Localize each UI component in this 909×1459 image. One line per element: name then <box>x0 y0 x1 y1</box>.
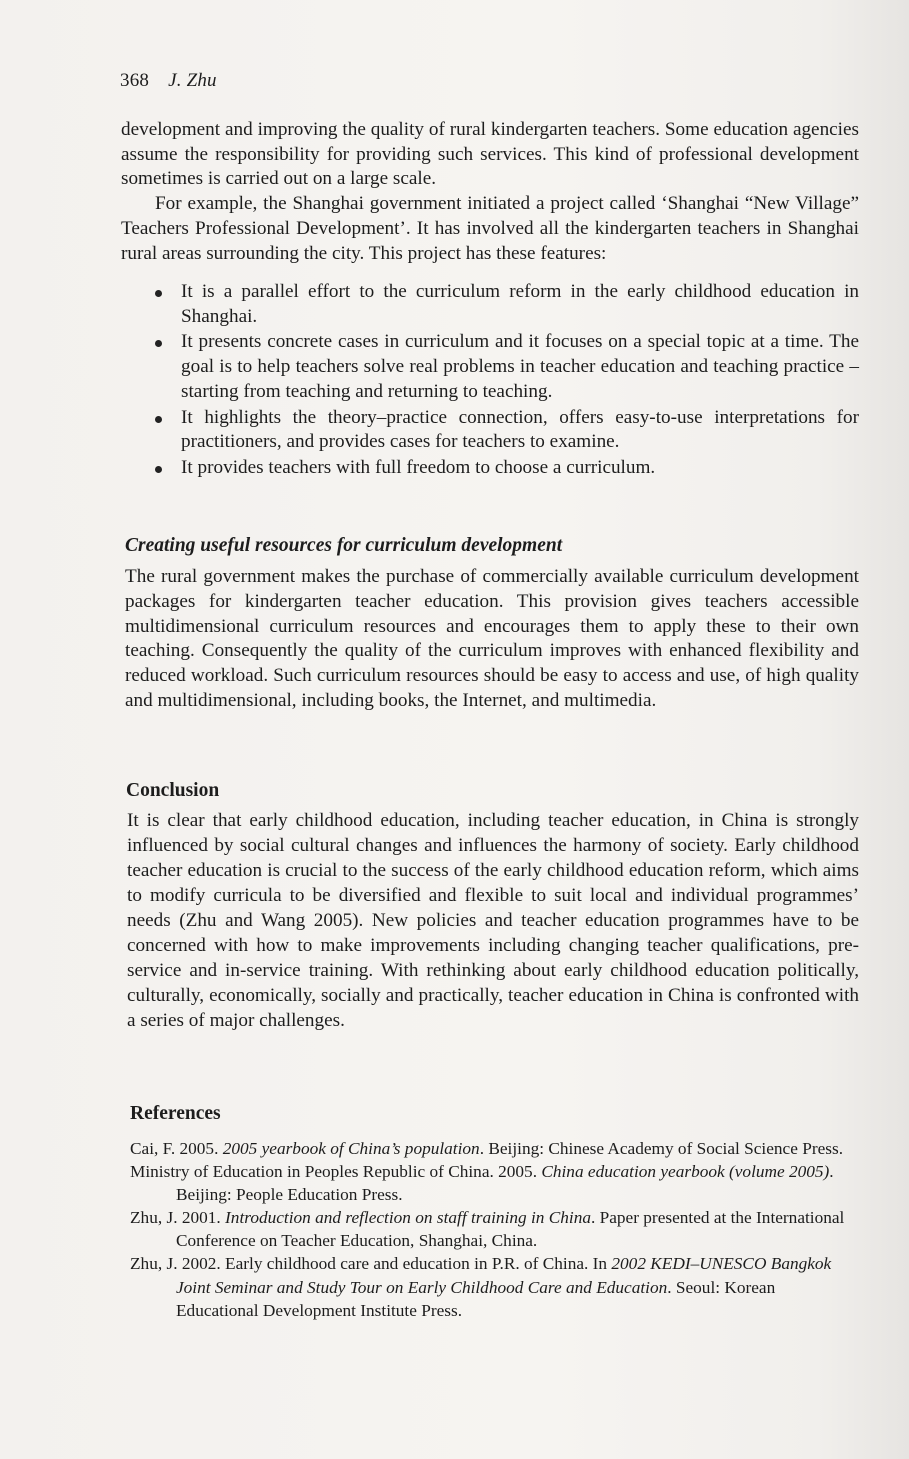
conclusion-heading: Conclusion <box>126 780 220 801</box>
reference-title: 2002 KEDI–UNESCO Bangkok Joint Seminar and Study Tour on Early Childhood Care and Education <box>176 1254 832 1297</box>
running-head <box>120 70 217 92</box>
resources-paragraph: The rural government makes the purchase of commercially available curriculum development packages for kindergarten teacher education. This provision gives teachers accessible multidimensional curriculum resources and encourages them to apply these to their own teaching. Consequently the quality of the curriculum improves with enhanced flexibility and reduced workload. Such curriculum resources should be easy to access and use, of high quality and multidimensional, including books, the Internet, and multimedia. <box>125 566 859 711</box>
list-item <box>155 330 859 404</box>
reference-title: 2005 yearbook of China’s population <box>222 1139 480 1158</box>
references-list <box>130 1137 860 1322</box>
reference-pre: Zhu, J. 2002. Early childhood care and education in P.R. of China. In <box>130 1254 612 1274</box>
list-item <box>155 406 859 455</box>
references-heading: References <box>130 1103 221 1124</box>
reference-post: . Seoul: Korean Educational Development Institute Press. <box>176 1277 776 1320</box>
list-item-text: It highlights the theory–practice connection, offers easy-to-use interpretations for practitioners, and provides cases for teachers to examine. <box>181 406 859 453</box>
page-number: 368 <box>120 70 150 91</box>
bullet-icon <box>155 466 162 473</box>
reference-title: Introduction and reflection on staff training in China <box>225 1208 591 1228</box>
list-item-text: It provides teachers with full freedom to choose a curriculum. <box>181 456 656 478</box>
reference-entry <box>130 1160 860 1206</box>
resources-heading: Creating useful resources for curriculum development <box>125 535 563 556</box>
running-head-author: J. Zhu <box>168 70 217 91</box>
paragraph-continuation: development and improving the quality of rural kindergarten teachers. Some education agencies assume the responsibility for providing such services. This kind of professional development sometimes is carried out on a large scale. <box>121 119 859 190</box>
list-item-text: It presents concrete cases in curriculum and it focuses on a special topic at a time. The goal is to help teachers solve real problems in teacher education and teaching practice – starting from teaching and returning to teaching. <box>181 331 859 402</box>
reference-entry <box>130 1137 860 1160</box>
project-features-list <box>155 280 859 482</box>
reference-title: China education yearbook (volume 2005) <box>541 1162 830 1182</box>
reference-post: . Beijing: Chinese Academy of Social Science Press. <box>479 1139 844 1158</box>
conclusion-paragraph: It is clear that early childhood education, including teacher education, in China is strongly influenced by social cultural changes and influences the harmony of society. Early childhood teacher education is crucial to the success of the early childhood education reform, which aims to modify curricula to be diversified and flexible to suit local and individual programmes’ needs (Zhu and Wang 2005). New policies and teacher education programmes have to be concerned with how to make improvements including changing teacher qualifications, pre-service and in-service training. With rethinking about early childhood education politically, culturally, economically, socially and practically, teacher education in China is confronted with a series of major challenges. <box>127 810 859 1031</box>
bullet-icon <box>155 340 162 347</box>
conclusion-text-block <box>127 808 859 1033</box>
reference-pre: Ministry of Education in Peoples Republic of China. 2005. <box>130 1162 542 1182</box>
reference-pre: Zhu, J. 2001. <box>130 1208 226 1228</box>
list-item <box>155 280 859 329</box>
paragraph-shanghai-project: For example, the Shanghai government initiated a project called ‘Shanghai “New Village” Teachers Professional Development’. It has involved all the kindergarten teachers in Shanghai rural areas surrounding the city. This project has these features: <box>121 193 859 264</box>
list-item-text: It is a parallel effort to the curriculum reform in the early childhood education in Shanghai. <box>181 281 859 327</box>
reference-entry <box>130 1206 860 1252</box>
reference-post: . Paper presented at the International Conference on Teacher Education, Shanghai, China. <box>176 1208 845 1251</box>
reference-pre: Cai, F. 2005. <box>130 1139 223 1158</box>
bullet-icon <box>155 416 162 423</box>
reference-post: . Beijing: People Education Press. <box>176 1162 834 1205</box>
reference-entry <box>130 1252 860 1321</box>
intro-text-block <box>121 118 859 266</box>
resources-text-block <box>125 565 859 714</box>
list-item <box>155 456 859 481</box>
bullet-icon <box>155 290 162 297</box>
